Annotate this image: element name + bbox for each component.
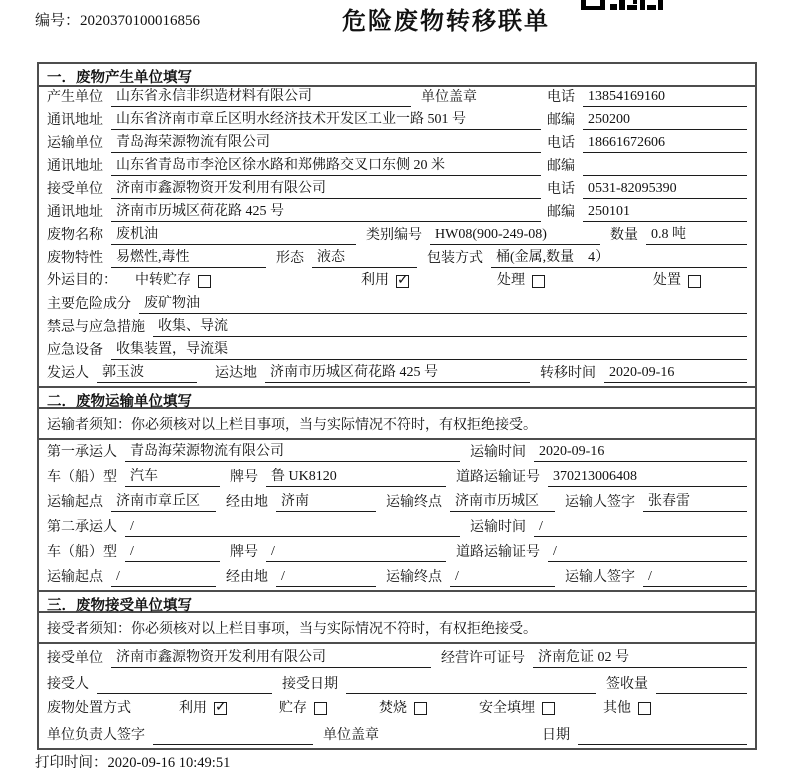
form-value: 液态 (312, 249, 417, 268)
origin-value: / (111, 568, 216, 587)
plate-label: 牌号 (230, 470, 258, 485)
producer-address-row (39, 110, 755, 133)
purpose-option-label: 利用 (361, 273, 389, 288)
carrier1-row (39, 440, 755, 465)
checkbox-icon[interactable] (542, 702, 555, 715)
precautions-row (39, 317, 755, 340)
purpose-option (653, 272, 701, 290)
hazard-row (39, 294, 755, 317)
transport-time-value: 2020-09-16 (534, 443, 747, 462)
hazard-label: 主要危险成分 (47, 297, 131, 312)
origin-value: 济南市章丘区 (111, 493, 216, 512)
via-label: 经由地 (226, 570, 268, 585)
via-value: / (276, 568, 376, 587)
destination-value: 济南市历城区荷花路 425 号 (265, 364, 530, 383)
date-label: 日期 (542, 728, 570, 743)
end-value: / (450, 568, 555, 587)
transport-time-label: 运输时间 (470, 520, 526, 535)
purpose-option (135, 272, 211, 290)
purpose-option (497, 272, 545, 290)
zip-value: 250200 (583, 111, 747, 130)
unit-seal-label: 单位盖章 (323, 728, 379, 743)
phone-value: 13854169160 (583, 88, 747, 107)
page-title: 危险废物转移联单 (342, 8, 550, 35)
carrier2-value: / (125, 518, 460, 537)
disposal-row (39, 697, 755, 723)
print-time-value: 2020-09-16 10:49:51 (107, 755, 231, 768)
section1-header: 一．废物产生单位填写 (39, 64, 755, 87)
transport-time-value: / (534, 518, 747, 537)
packaging-label: 包装方式 (427, 251, 483, 266)
equipment-row (39, 340, 755, 363)
checkbox-icon[interactable] (396, 275, 409, 288)
checkbox-icon[interactable] (198, 275, 211, 288)
recipient-row (39, 671, 755, 697)
receiver-label: 接受单位 (47, 182, 103, 197)
recipient-value (97, 676, 272, 694)
plate-label: 牌号 (230, 545, 258, 560)
receive-date-label: 接受日期 (282, 677, 338, 692)
characteristics-label: 废物特性 (47, 251, 103, 266)
received-qty-value (656, 676, 747, 694)
carrier2-label: 第二承运人 (47, 520, 117, 535)
packaging-value: 桶(金属,数量 4） (491, 249, 747, 268)
date-value (578, 727, 747, 745)
origin-label: 运输起点 (47, 570, 103, 585)
serial-label: 编号： (35, 13, 81, 29)
responsible-sign-label: 单位负责人签字 (47, 728, 145, 743)
receive-date-value (346, 676, 596, 694)
transfer-date-label: 转移时间 (540, 366, 596, 381)
receiving-unit-value: 济南市鑫源物资开发利用有限公司 (111, 649, 431, 668)
seal-label: 单位盖章 (421, 90, 477, 105)
receiver-address-row (39, 202, 755, 225)
receiver-notice: 接受者须知：你必须核对以上栏目事项，当与实际情况不符时，有权拒绝接受。 (39, 613, 755, 644)
vehicle-type-value: 汽车 (125, 468, 220, 487)
disposal-option-label: 其他 (603, 700, 631, 716)
origin-label: 运输起点 (47, 495, 103, 510)
transporter-notice: 运输者须知：你必须核对以上栏目事项，当与实际情况不符时，有权拒绝接受。 (39, 409, 755, 440)
disposal-option-label: 焚烧 (379, 700, 407, 716)
checkbox-icon[interactable] (314, 702, 327, 715)
transporter-row (39, 133, 755, 156)
address-value: 山东省青岛市李沧区徐水路和郑佛路交叉口东侧 20 米 (111, 157, 541, 176)
transporter-address-row (39, 156, 755, 179)
waste-name-row (39, 225, 755, 248)
address-value: 山东省济南市章丘区明水经济技术开发区工业一路 501 号 (111, 111, 541, 130)
address-label: 通讯地址 (47, 113, 103, 128)
section3-header: 三．废物接受单位填写 (39, 590, 755, 613)
purpose-option-label: 处置 (653, 273, 681, 288)
category-label: 类别编号 (366, 228, 422, 243)
road-permit-label: 道路运输证号 (456, 470, 540, 485)
characteristics-value: 易燃性,毒性 (111, 249, 266, 268)
destination-label: 运达地 (215, 366, 257, 381)
license-value: 济南危证 02 号 (533, 649, 747, 668)
purpose-option-label: 中转贮存 (135, 273, 191, 288)
vehicle-type-label: 车（船）型 (47, 470, 117, 485)
precautions-value: 收集、导流 (153, 318, 747, 337)
address-label: 通讯地址 (47, 159, 103, 174)
waste-name-value: 废机油 (111, 226, 356, 245)
end-label: 运输终点 (386, 495, 442, 510)
transporter-label: 运输单位 (47, 136, 103, 151)
shipper-row (39, 363, 755, 386)
disposal-option (379, 700, 427, 718)
plate-value: / (266, 543, 446, 562)
equipment-label: 应急设备 (47, 343, 103, 358)
vehicle-type-value: / (125, 543, 220, 562)
section2-header: 二．废物运输单位填写 (39, 386, 755, 409)
road-permit-label: 道路运输证号 (456, 545, 540, 560)
precautions-label: 禁忌与应急措施 (47, 320, 145, 335)
checkbox-icon[interactable] (688, 275, 701, 288)
producer-value: 山东省永信非织造材料有限公司 (111, 88, 411, 107)
purpose-label: 外运目的： (47, 273, 117, 288)
road-permit-value: 370213006408 (548, 468, 747, 487)
quantity-label: 数量 (610, 228, 638, 243)
equipment-value: 收集装置，导流渠 (111, 341, 747, 360)
carrier2-row (39, 515, 755, 540)
address-value: 济南市历城区荷花路 425 号 (111, 203, 541, 222)
responsible-sign-value (153, 727, 313, 745)
purpose-row (39, 271, 755, 294)
checkbox-icon[interactable] (414, 702, 427, 715)
phone-value: 0531-82095390 (583, 180, 747, 199)
phone-label: 电话 (547, 136, 575, 151)
zip-value: 250101 (583, 203, 747, 222)
zip-value (583, 158, 747, 176)
disposal-option-label: 安全填埋 (479, 700, 535, 716)
phone-label: 电话 (547, 182, 575, 197)
producer-label: 产生单位 (47, 90, 103, 105)
print-time-line (35, 751, 230, 768)
carrier-sign-value: 张春雷 (643, 493, 747, 512)
zip-label: 邮编 (547, 113, 575, 128)
category-value: HW08(900-249-08) (430, 226, 600, 245)
purpose-option-label: 处理 (497, 273, 525, 288)
phone-label: 电话 (547, 90, 575, 105)
print-time-label: 打印时间： (35, 755, 108, 768)
disposal-option (279, 700, 327, 718)
checkbox-icon[interactable] (214, 702, 227, 715)
plate-value: 鲁 UK8120 (266, 468, 446, 487)
recipient-label: 接受人 (47, 677, 89, 692)
shipper-label: 发运人 (47, 366, 89, 381)
carrier-sign-label: 运输人签字 (565, 570, 635, 585)
vehicle-type-label: 车（船）型 (47, 545, 117, 560)
received-qty-label: 签收量 (606, 677, 648, 692)
transporter-value: 青岛海荣源物流有限公司 (111, 134, 541, 153)
producer-row (39, 87, 755, 110)
receiver-value: 济南市鑫源物资开发利用有限公司 (111, 180, 541, 199)
quantity-value: 0.8 吨 (646, 226, 747, 245)
qr-code-icon (580, 0, 664, 10)
disposal-option (179, 700, 227, 718)
license-label: 经营许可证号 (441, 651, 525, 666)
disposal-option (603, 700, 651, 718)
hazard-value: 废矿物油 (139, 295, 747, 314)
serial-value: 2020370100016856 (80, 13, 201, 29)
disposal-label: 废物处置方式 (47, 700, 131, 716)
road-permit-value: / (548, 543, 747, 562)
disposal-option-label: 利用 (179, 700, 207, 716)
receiving-unit-label: 接受单位 (47, 651, 103, 666)
carrier1-label: 第一承运人 (47, 445, 117, 460)
purpose-option (361, 272, 409, 290)
end-label: 运输终点 (386, 570, 442, 585)
carrier-sign-label: 运输人签字 (565, 495, 635, 510)
shipper-value: 郭玉波 (97, 364, 197, 383)
vehicle1-row (39, 465, 755, 490)
form-table (37, 62, 757, 750)
transfer-date-value: 2020-09-16 (604, 364, 747, 383)
carrier1-value: 青岛海荣源物流有限公司 (125, 443, 460, 462)
disposal-option-label: 贮存 (279, 700, 307, 716)
via-label: 经由地 (226, 495, 268, 510)
checkbox-icon[interactable] (638, 702, 651, 715)
vehicle2-row (39, 540, 755, 565)
via-value: 济南 (276, 493, 376, 512)
zip-label: 邮编 (547, 205, 575, 220)
route2-row (39, 565, 755, 590)
responsible-sign-row (39, 723, 755, 748)
form-label: 形态 (276, 251, 304, 266)
phone-value: 18661672606 (583, 134, 747, 153)
waste-name-label: 废物名称 (47, 228, 103, 243)
receiver-row (39, 179, 755, 202)
zip-label: 邮编 (547, 159, 575, 174)
end-value: 济南市历城区 (450, 493, 555, 512)
carrier-sign-value: / (643, 568, 747, 587)
receiving-unit-row (39, 644, 755, 671)
disposal-option (479, 700, 555, 718)
route1-row (39, 490, 755, 515)
checkbox-icon[interactable] (532, 275, 545, 288)
transport-time-label: 运输时间 (470, 445, 526, 460)
address-label: 通讯地址 (47, 205, 103, 220)
waste-characteristics-row (39, 248, 755, 271)
